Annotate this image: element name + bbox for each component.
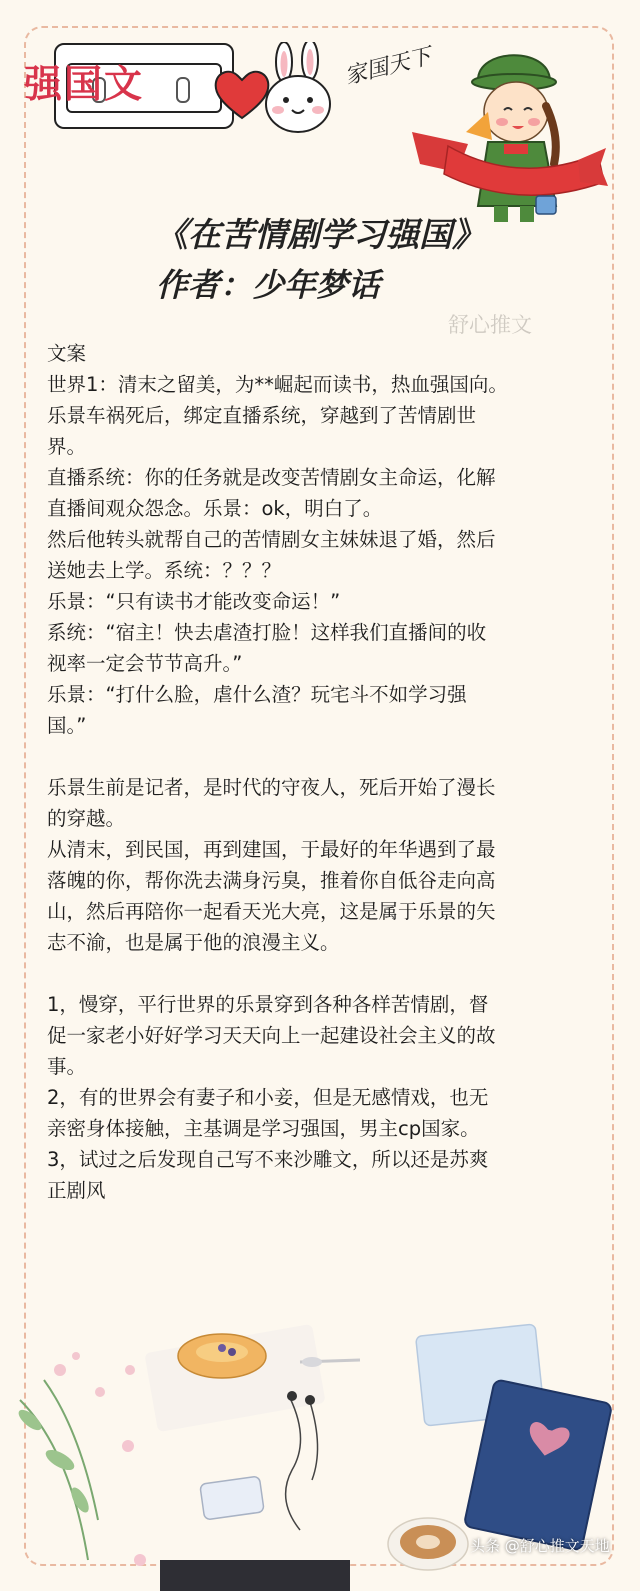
tagline-text: 家国天下 [342, 44, 434, 90]
synopsis-line: 促一家老小好好学习天天向上一起建设社会主义的故 [47, 1024, 496, 1047]
synopsis-line: 直播系统：你的任务就是改变苦情剧女主命运，化解 [47, 466, 496, 489]
book-title: 《在苦情剧学习强国》 [155, 215, 485, 254]
synopsis-line: 文案 [47, 342, 87, 365]
synopsis-line: 山，然后再陪你一起看天光大亮，这是属于乐景的矢 [47, 900, 496, 923]
synopsis-line: 3，试过之后发现自己写不来沙雕文，所以还是苏爽 [47, 1148, 489, 1171]
synopsis-line: 世界1：清末之留美，为**崛起而读书，热血强国向。 [47, 373, 508, 396]
synopsis-line: 正剧风 [47, 1179, 106, 1202]
synopsis-line: 直播间观众怨念。乐景：ok，明白了。 [47, 497, 383, 520]
watermark-text: 舒心推文 [448, 313, 532, 337]
paragraph-gap [47, 958, 597, 989]
synopsis-text [47, 338, 597, 1206]
synopsis-line: 1，慢穿，平行世界的乐景穿到各种各样苦情剧，督 [47, 993, 489, 1016]
synopsis-line: 志不渝，也是属于他的浪漫主义。 [47, 931, 340, 954]
genre-tag-title: 强国文 [23, 61, 144, 106]
synopsis-line: 系统：“宿主！快去虐渣打脸！这样我们直播间的收 [47, 621, 487, 644]
synopsis-line: 的穿越。 [47, 807, 126, 830]
synopsis-line: 国。” [47, 714, 87, 737]
book-author: 作者：少年梦话 [156, 266, 381, 304]
bunny-icon [260, 42, 336, 134]
synopsis-line: 2，有的世界会有妻子和小妾，但是无感情戏，也无 [47, 1086, 489, 1109]
synopsis-line: 视率一定会节节高升。” [47, 652, 243, 675]
synopsis-line: 乐景：“打什么脸，虐什么渣？玩宅斗不如学习强 [47, 683, 467, 706]
synopsis-line: 界。 [47, 435, 87, 458]
synopsis-line: 送她去上学。系统：？？？ [47, 559, 282, 582]
synopsis-line: 事。 [47, 1055, 87, 1078]
synopsis-line: 从清末，到民国，再到建国，于最好的年华遇到了最 [47, 838, 496, 861]
footer-credit: 头条 @舒心推文天地 [470, 1537, 610, 1555]
synopsis-line: 落魄的你，帮你洗去满身污臭，推着你自低谷走向高 [47, 869, 496, 892]
synopsis-line: 乐景车祸死后，绑定直播系统，穿越到了苦情剧世 [47, 404, 477, 427]
synopsis-line: 亲密身体接触，主基调是学习强国，男主cp国家。 [47, 1117, 480, 1140]
paragraph-gap [47, 741, 597, 772]
synopsis-line: 乐景生前是记者，是时代的守夜人，死后开始了漫长 [47, 776, 496, 799]
synopsis-line: 然后他转头就帮自己的苦情剧女主妹妹退了婚，然后 [47, 528, 496, 551]
girl-with-banner-icon [408, 36, 608, 224]
synopsis-line: 乐景：“只有读书才能改变命运！” [47, 590, 341, 613]
binder-ring-icon [176, 77, 190, 103]
